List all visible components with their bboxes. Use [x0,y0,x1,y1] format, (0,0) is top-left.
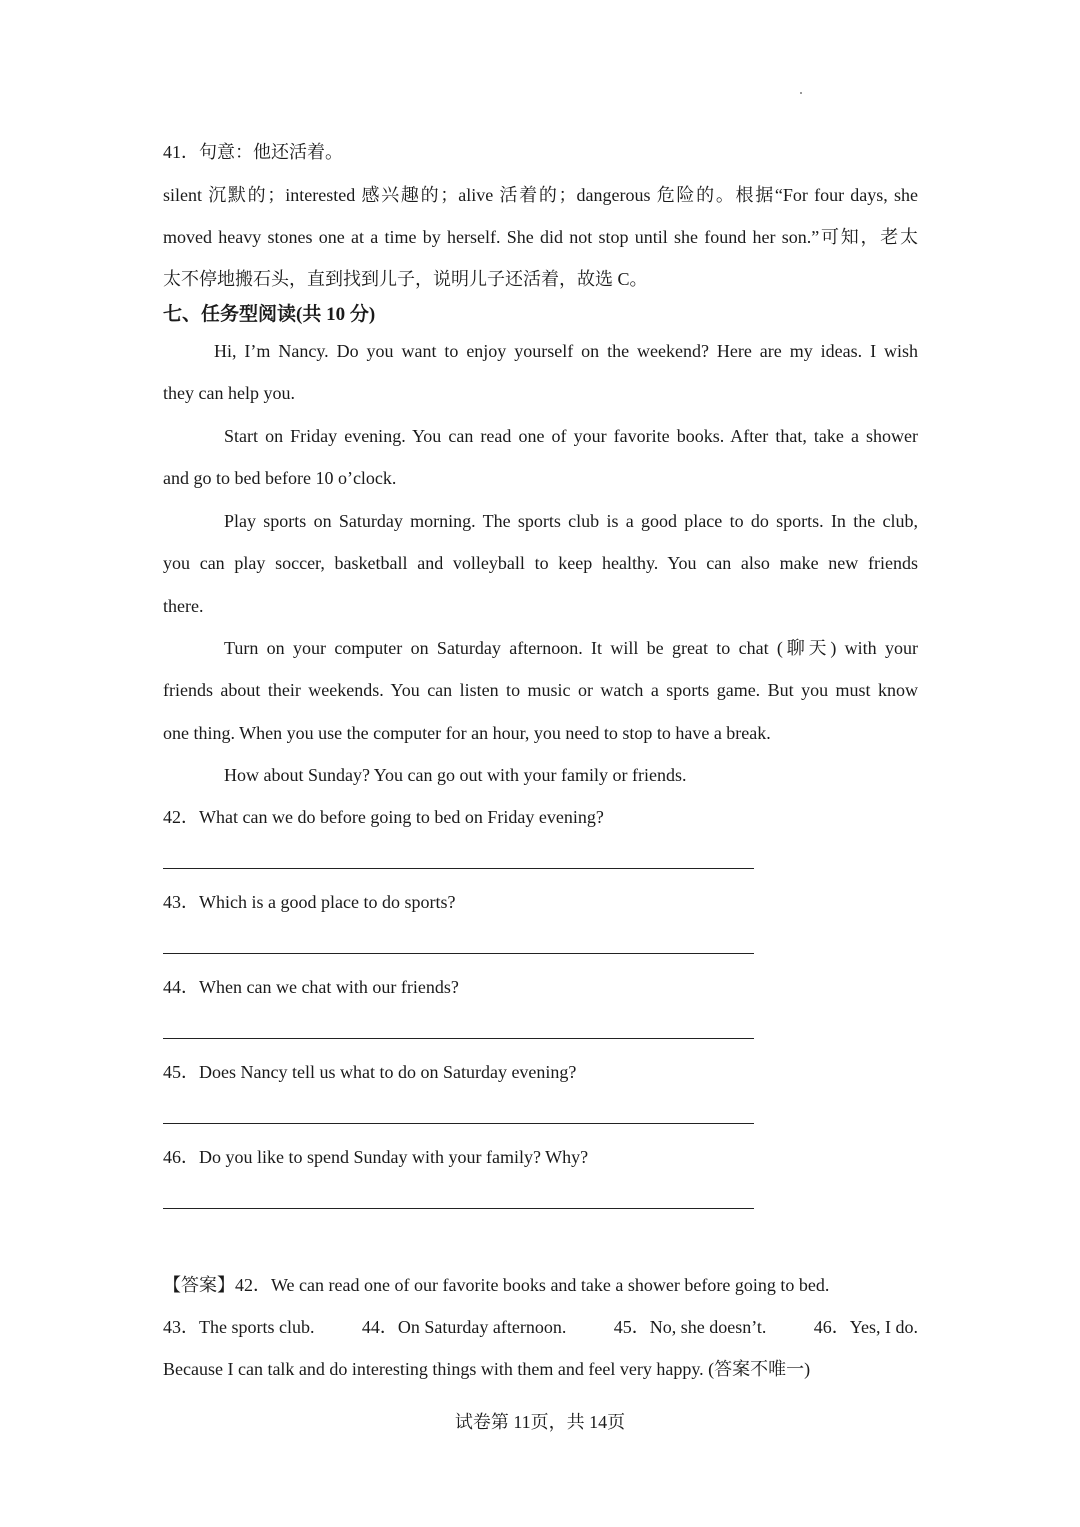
answer-key-line: Because I can talk and do interesting things with them and feel very happy. (答案不唯一) [163,1359,811,1379]
section-heading: 七、任务型阅读(共 10 分) [163,304,376,325]
answer-key-row [163,1315,918,1339]
q41-explanation-line: moved heavy stones one at a time by herself. She did not stop until she found her son.”可知，老太 [163,227,918,247]
question-46: 46．Do you like to spend Sunday with your family? Why? [163,1147,589,1167]
q41-explanation-line: silent 沉默的；interested 感兴趣的；alive 活着的；dangerous 危险的。根据“For four days, she [163,185,918,205]
answer-key-line: 【答案】42．We can read one of our favorite books and take a shower before going to bed. [163,1275,830,1295]
answer-blank-44[interactable] [163,1038,754,1039]
passage-line: they can help you. [163,383,295,403]
answer-blank-43[interactable] [163,953,754,954]
answer-45: 45．No, she doesn’t. [613,1317,767,1337]
question-43: 43．Which is a good place to do sports? [163,892,456,912]
answer-46: 46．Yes, I do. [813,1317,918,1337]
passage-line: Start on Friday evening. You can read one of your favorite books. After that, take a shower [224,426,918,446]
answer-blank-45[interactable] [163,1123,754,1124]
answer-44: 44．On Saturday afternoon. [361,1317,567,1337]
passage-line: How about Sunday? You can go out with your family or friends. [224,765,687,785]
q41-explanation-line: 太不停地搬石头，直到找到儿子，说明儿子还活着，故选 C。 [163,269,648,289]
q41-title: 41．句意：他还活着。 [163,142,343,162]
answer-43: 43．The sports club. [163,1317,315,1337]
answer-blank-42[interactable] [163,868,754,869]
page-footer: 试卷第 11页，共 14页 [454,1412,626,1432]
question-42: 42．What can we do before going to bed on Friday evening? [163,807,604,827]
passage-line: Hi, I’m Nancy. Do you want to enjoy yourself on the weekend? Here are my ideas. I wish [214,341,918,361]
passage-line: you can play soccer, basketball and volleyball to keep healthy. You can also make new friends [163,553,918,573]
question-45: 45．Does Nancy tell us what to do on Saturday evening? [163,1062,577,1082]
passage-line: and go to bed before 10 o’clock. [163,468,397,488]
answer-blank-46[interactable] [163,1208,754,1209]
passage-line: one thing. When you use the computer for an hour, you need to stop to have a break. [163,723,771,743]
passage-line: there. [163,596,204,616]
question-44: 44．When can we chat with our friends? [163,977,459,997]
passage-line: Turn on your computer on Saturday afternoon. It will be great to chat (聊天) with your [224,638,918,658]
scan-dot [800,92,802,94]
passage-line: Play sports on Saturday morning. The sports club is a good place to do sports. In the club, [224,511,918,531]
passage-line: friends about their weekends. You can listen to music or watch a sports game. But you must know [163,680,918,700]
